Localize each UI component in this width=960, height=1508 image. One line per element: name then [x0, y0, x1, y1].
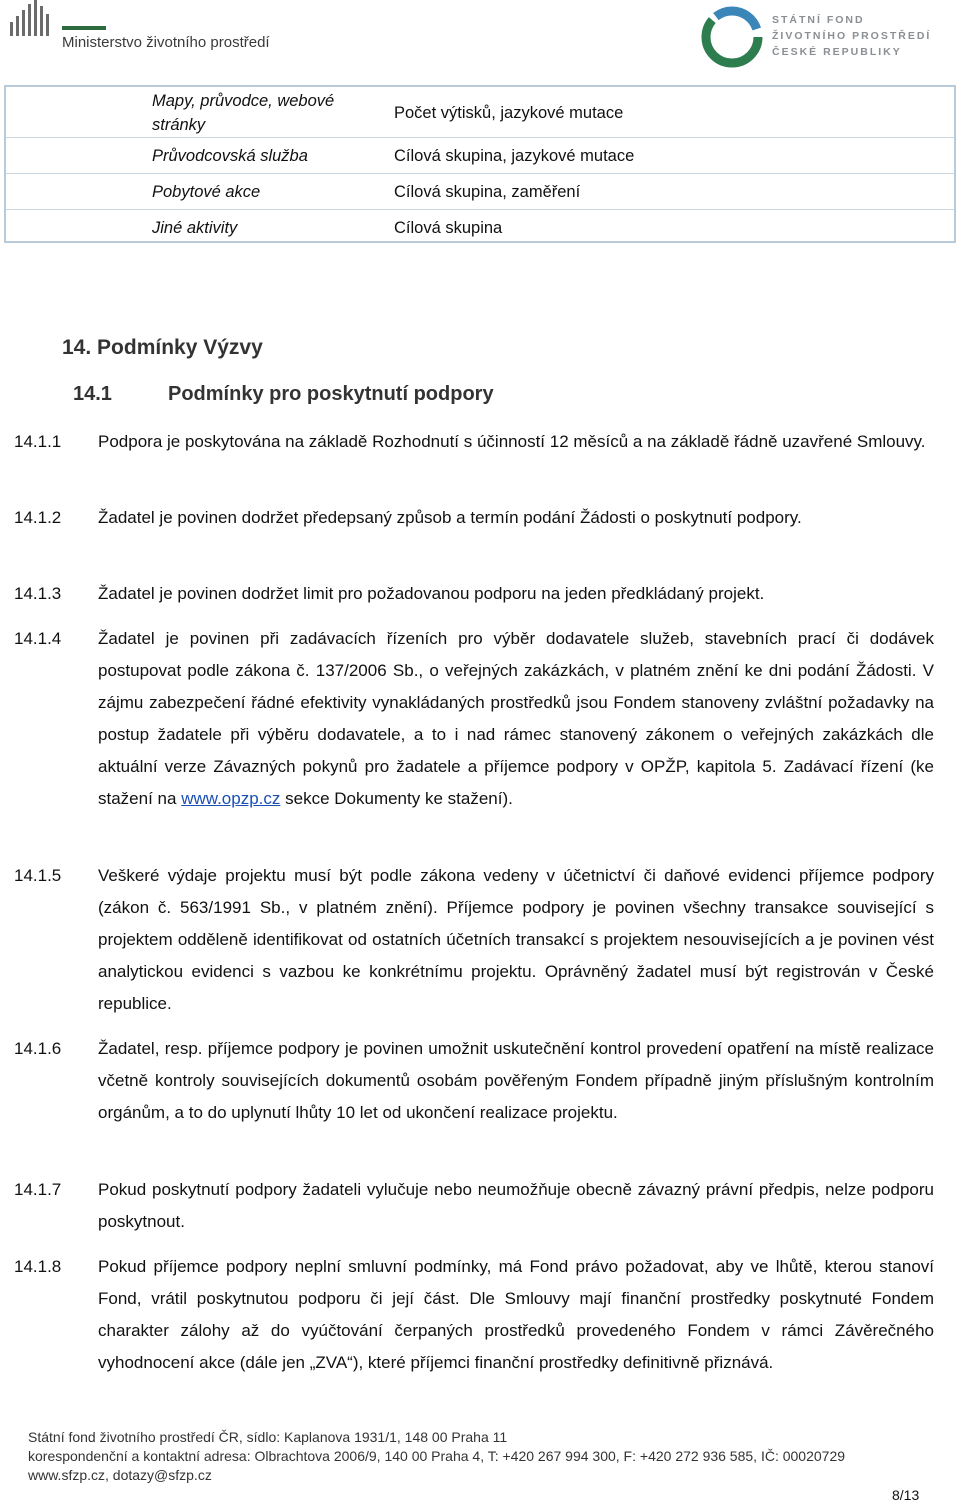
- paragraph-text: Podpora je poskytována na základě Rozhodnutí s účinností 12 měsíců a na základě řádně uzavřené Smlouvy.: [98, 432, 926, 451]
- table-cell-criteria: Cílová skupina, jazykové mutace: [394, 147, 635, 165]
- subsection-number: 14.1: [73, 383, 112, 405]
- paragraph-number: 14.1.6: [14, 1039, 62, 1058]
- paragraph-number: 14.1.1: [14, 432, 62, 451]
- table-cell-activity: Pobytové akce: [152, 183, 261, 201]
- paragraph-text: Žadatel je povinen dodržet limit pro požadovanou podporu na jeden předkládaný projekt.: [98, 584, 765, 603]
- table-cell-criteria: Počet výtisků, jazykové mutace: [394, 104, 624, 122]
- paragraph-text: Pokud příjemce podpory neplní smluvní podmínky, má Fond právo požadovat, aby ve lhůtě, kterou stanoví Fond, vrátil poskytnutou podporu či její část. Dle Smlouvy mají finanční prostředky poskytnuté Fondem charakter zálohy až do vyúčtování čerpaných prostředků provedeného Fondem v rámci Závěrečného vyhodnocení akce (dále jen „ZVA“), které příjemci finanční prostředky definitivně přiznává.: [98, 1257, 934, 1372]
- paragraph-number: 14.1.2: [14, 508, 62, 527]
- ministry-logo-stripe: [62, 26, 106, 30]
- footer-web: www.sfzp.cz, dotazy@sfzp.cz: [28, 1467, 212, 1483]
- table-cell-criteria: Cílová skupina, zaměření: [394, 183, 581, 201]
- paragraph-text: Žadatel, resp. příjemce podpory je povinen umožnit uskutečnění kontrol provedení opatření na místě realizace včetně kontroly souvisejících dokumentů osobám pověřeným Fondem případně jiným příslušným kontrolním orgánům, a to do uplynutí lhůty 10 let od ukončení realizace projektu.: [98, 1039, 934, 1122]
- paragraph-number: 14.1.3: [14, 584, 62, 603]
- paragraph-number: 14.1.5: [14, 866, 62, 885]
- table-divider: [6, 173, 954, 174]
- fund-logo-line-3: ČESKÉ REPUBLIKY: [772, 46, 902, 58]
- paragraph-text: Žadatel je povinen dodržet předepsaný způsob a termín podání Žádosti o poskytnutí podpory.: [98, 508, 802, 527]
- fund-logo-line-2: ŽIVOTNÍHO PROSTŘEDÍ: [772, 30, 932, 42]
- section-heading: 14. Podmínky Výzvy: [62, 336, 263, 359]
- subsection-title: Podmínky pro poskytnutí podpory: [168, 383, 494, 405]
- fund-emblem-icon: [700, 6, 764, 68]
- activity-criteria-table: [4, 85, 956, 243]
- paragraph-text-with-link: [98, 623, 934, 815]
- fund-logo-line-1: STÁTNÍ FOND: [772, 14, 865, 26]
- table-cell-criteria: Cílová skupina: [394, 219, 503, 237]
- footer-address: Státní fond životního prostředí ČR, sídlo: Kaplanova 1931/1, 148 00 Praha 11: [28, 1429, 508, 1445]
- paragraph-number: 14.1.7: [14, 1180, 62, 1199]
- paragraph-text: Veškeré výdaje projektu musí být podle zákona vedeny v účetnictví či daňové evidenci příjemce podpory (zákon č. 563/1991 Sb., v platném znění). Příjemce podpory je povinen všechny transakce související s projektem odděleně identifikovat od ostatních účetních transakcí s projektem nesouvisejících a je povinen vést analytickou evidenci s vazbou ke konkrétnímu projektu. Oprávněný žadatel musí být registrován v České republice.: [98, 866, 934, 1013]
- paragraph-text: Pokud poskytnutí podpory žadateli vylučuje nebo neumožňuje obecně závazný právní předpis, nelze podporu poskytnout.: [98, 1180, 934, 1231]
- ministry-logo-text: Ministerstvo životního prostředí: [62, 34, 270, 51]
- paragraph-text: sekce Dokumenty ke stažení).: [285, 789, 513, 808]
- ministry-emblem-icon: [10, 0, 60, 36]
- ministry-logo: [0, 0, 300, 60]
- table-divider: [6, 137, 954, 138]
- fund-logo: [692, 0, 960, 70]
- footer-contact: korespondenční a kontaktní adresa: Olbrachtova 2006/9, 140 00 Praha 4, T: +420 267 994 300, F: +420 272 936 585, IČ: 00020729: [28, 1448, 846, 1464]
- paragraph-number: 14.1.4: [14, 629, 62, 648]
- page-footer: [28, 1428, 845, 1485]
- paragraph-text: Žadatel je povinen při zadávacích řízeních pro výběr dodavatele služeb, stavebních prací či dodávek postupovat podle zákona č. 137/2006 Sb., o veřejných zakázkách, v platném znění ke dni podání Žádosti. V zájmu zabezpečení řádné efektivity vynakládaných prostředků jsou Fondem stanoveny zvláštní požadavky na postup žadatele při výběru dodavatele, a to i nad rámec stanovený zákonem o veřejných zakázkách dle aktuální verze Závazných pokynů pro žadatele a příjemce podpory v OPŽP, kapitola 5. Zadávací řízení (ke stažení na: [98, 629, 934, 808]
- table-divider: [6, 209, 954, 210]
- paragraph-number: 14.1.8: [14, 1257, 62, 1276]
- page-number: 8/13: [892, 1487, 920, 1503]
- opzp-link[interactable]: www.opzp.cz: [181, 789, 281, 808]
- table-cell-activity: Jiné aktivity: [152, 219, 238, 237]
- table-cell-activity: Průvodcovská služba: [152, 147, 308, 165]
- table-cell-activity: Mapy, průvodce, webové stránky: [152, 92, 335, 134]
